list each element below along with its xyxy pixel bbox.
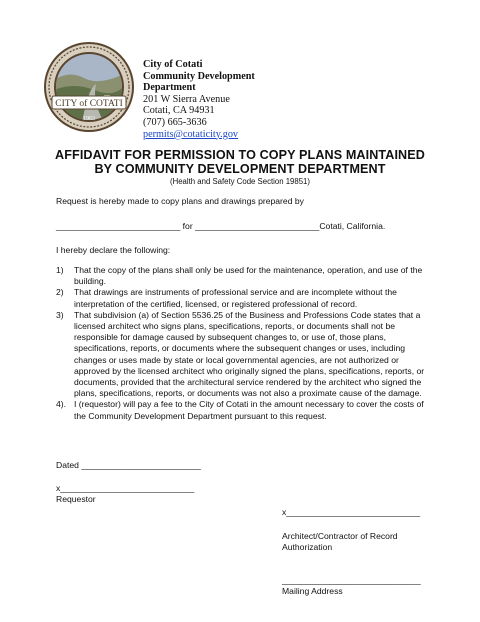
item-text: That the copy of the plans shall only be used for the maintenance, operation, and use of the building. [74, 265, 423, 287]
org-name: City of Cotati [143, 59, 203, 70]
item-number: 2) [56, 287, 64, 298]
mailing-address-label: Mailing Address [282, 586, 343, 596]
item-text: I (requestor) will pay a fee to the City of Cotati in the amount necessary to cover the costs of the Community Development Department pursuant to this request. [74, 399, 424, 421]
document-title [0, 148, 480, 176]
org-city: Cotati, CA 94931 [143, 105, 215, 117]
list-item [56, 265, 426, 287]
title-line-2: BY COMMUNITY DEVELOPMENT DEPARTMENT [94, 162, 386, 176]
architect-label-2: Authorization [282, 542, 333, 552]
list-item [56, 310, 426, 400]
org-dept-line2: Department [143, 82, 196, 94]
org-address: 201 W Sierra Avenue [143, 93, 230, 105]
seal-year: 1963 [83, 116, 95, 122]
item-number: 4). [56, 399, 67, 410]
list-item [56, 287, 426, 309]
org-phone: (707) 665-3636 [143, 116, 207, 128]
item-text: That drawings are instruments of professional service and are incomplete without the interpretation of the certified, licensed, or registered professional of record. [74, 287, 397, 309]
org-address-block [143, 59, 255, 140]
item-number: 3) [56, 309, 64, 320]
document-subtitle: (Health and Safety Code Section 19851) [169, 177, 310, 186]
seal-text: CITY of COTATI [55, 99, 123, 109]
org-email-link[interactable]: permits@cotaticity.gov [143, 128, 239, 140]
mailing-address-line[interactable]: _____________________________ [282, 575, 421, 585]
requestor-label: Requestor [56, 494, 96, 504]
dated-field[interactable]: Dated _________________________ [56, 460, 201, 470]
title-line-1: AFFIDAVIT FOR PERMISSION TO COPY PLANS MAINTAINED [55, 148, 425, 162]
request-text: Request is hereby made to copy plans and drawings prepared by [56, 196, 304, 206]
architect-signature-line[interactable]: x____________________________ [282, 507, 421, 517]
declaration-list [56, 265, 426, 422]
request-fill-line[interactable]: __________________________ for __________________________Cotati, California. [56, 221, 386, 231]
item-text: That subdivision (a) of Section 5536.25 of the Business and Professions Code states that a licensed architect who signs plans, specifications, reports, or documents shall not be responsible for damage caused by subsequent changes to, or use of, those plans, specifications, reports, or documents where the subsequent changes or uses, including changes or uses made by state or local governmental agencies, are not authorized or approved by the licensed architect who originally signed the plans, specifications, reports, or documents, provided that the architectural service rendered by the architect who signed the plans, specifications, reports, or documents was not also a proximate cause of the damage. [74, 309, 425, 399]
declare-text: I hereby declare the following: [56, 245, 171, 255]
org-dept-line1: Community Development [143, 70, 255, 82]
list-item [56, 399, 426, 421]
item-number: 1) [56, 265, 64, 275]
city-seal-logo [44, 40, 134, 134]
architect-label-1: Architect/Contractor of Record [282, 531, 398, 541]
requestor-signature-line[interactable]: x____________________________ [56, 483, 195, 493]
